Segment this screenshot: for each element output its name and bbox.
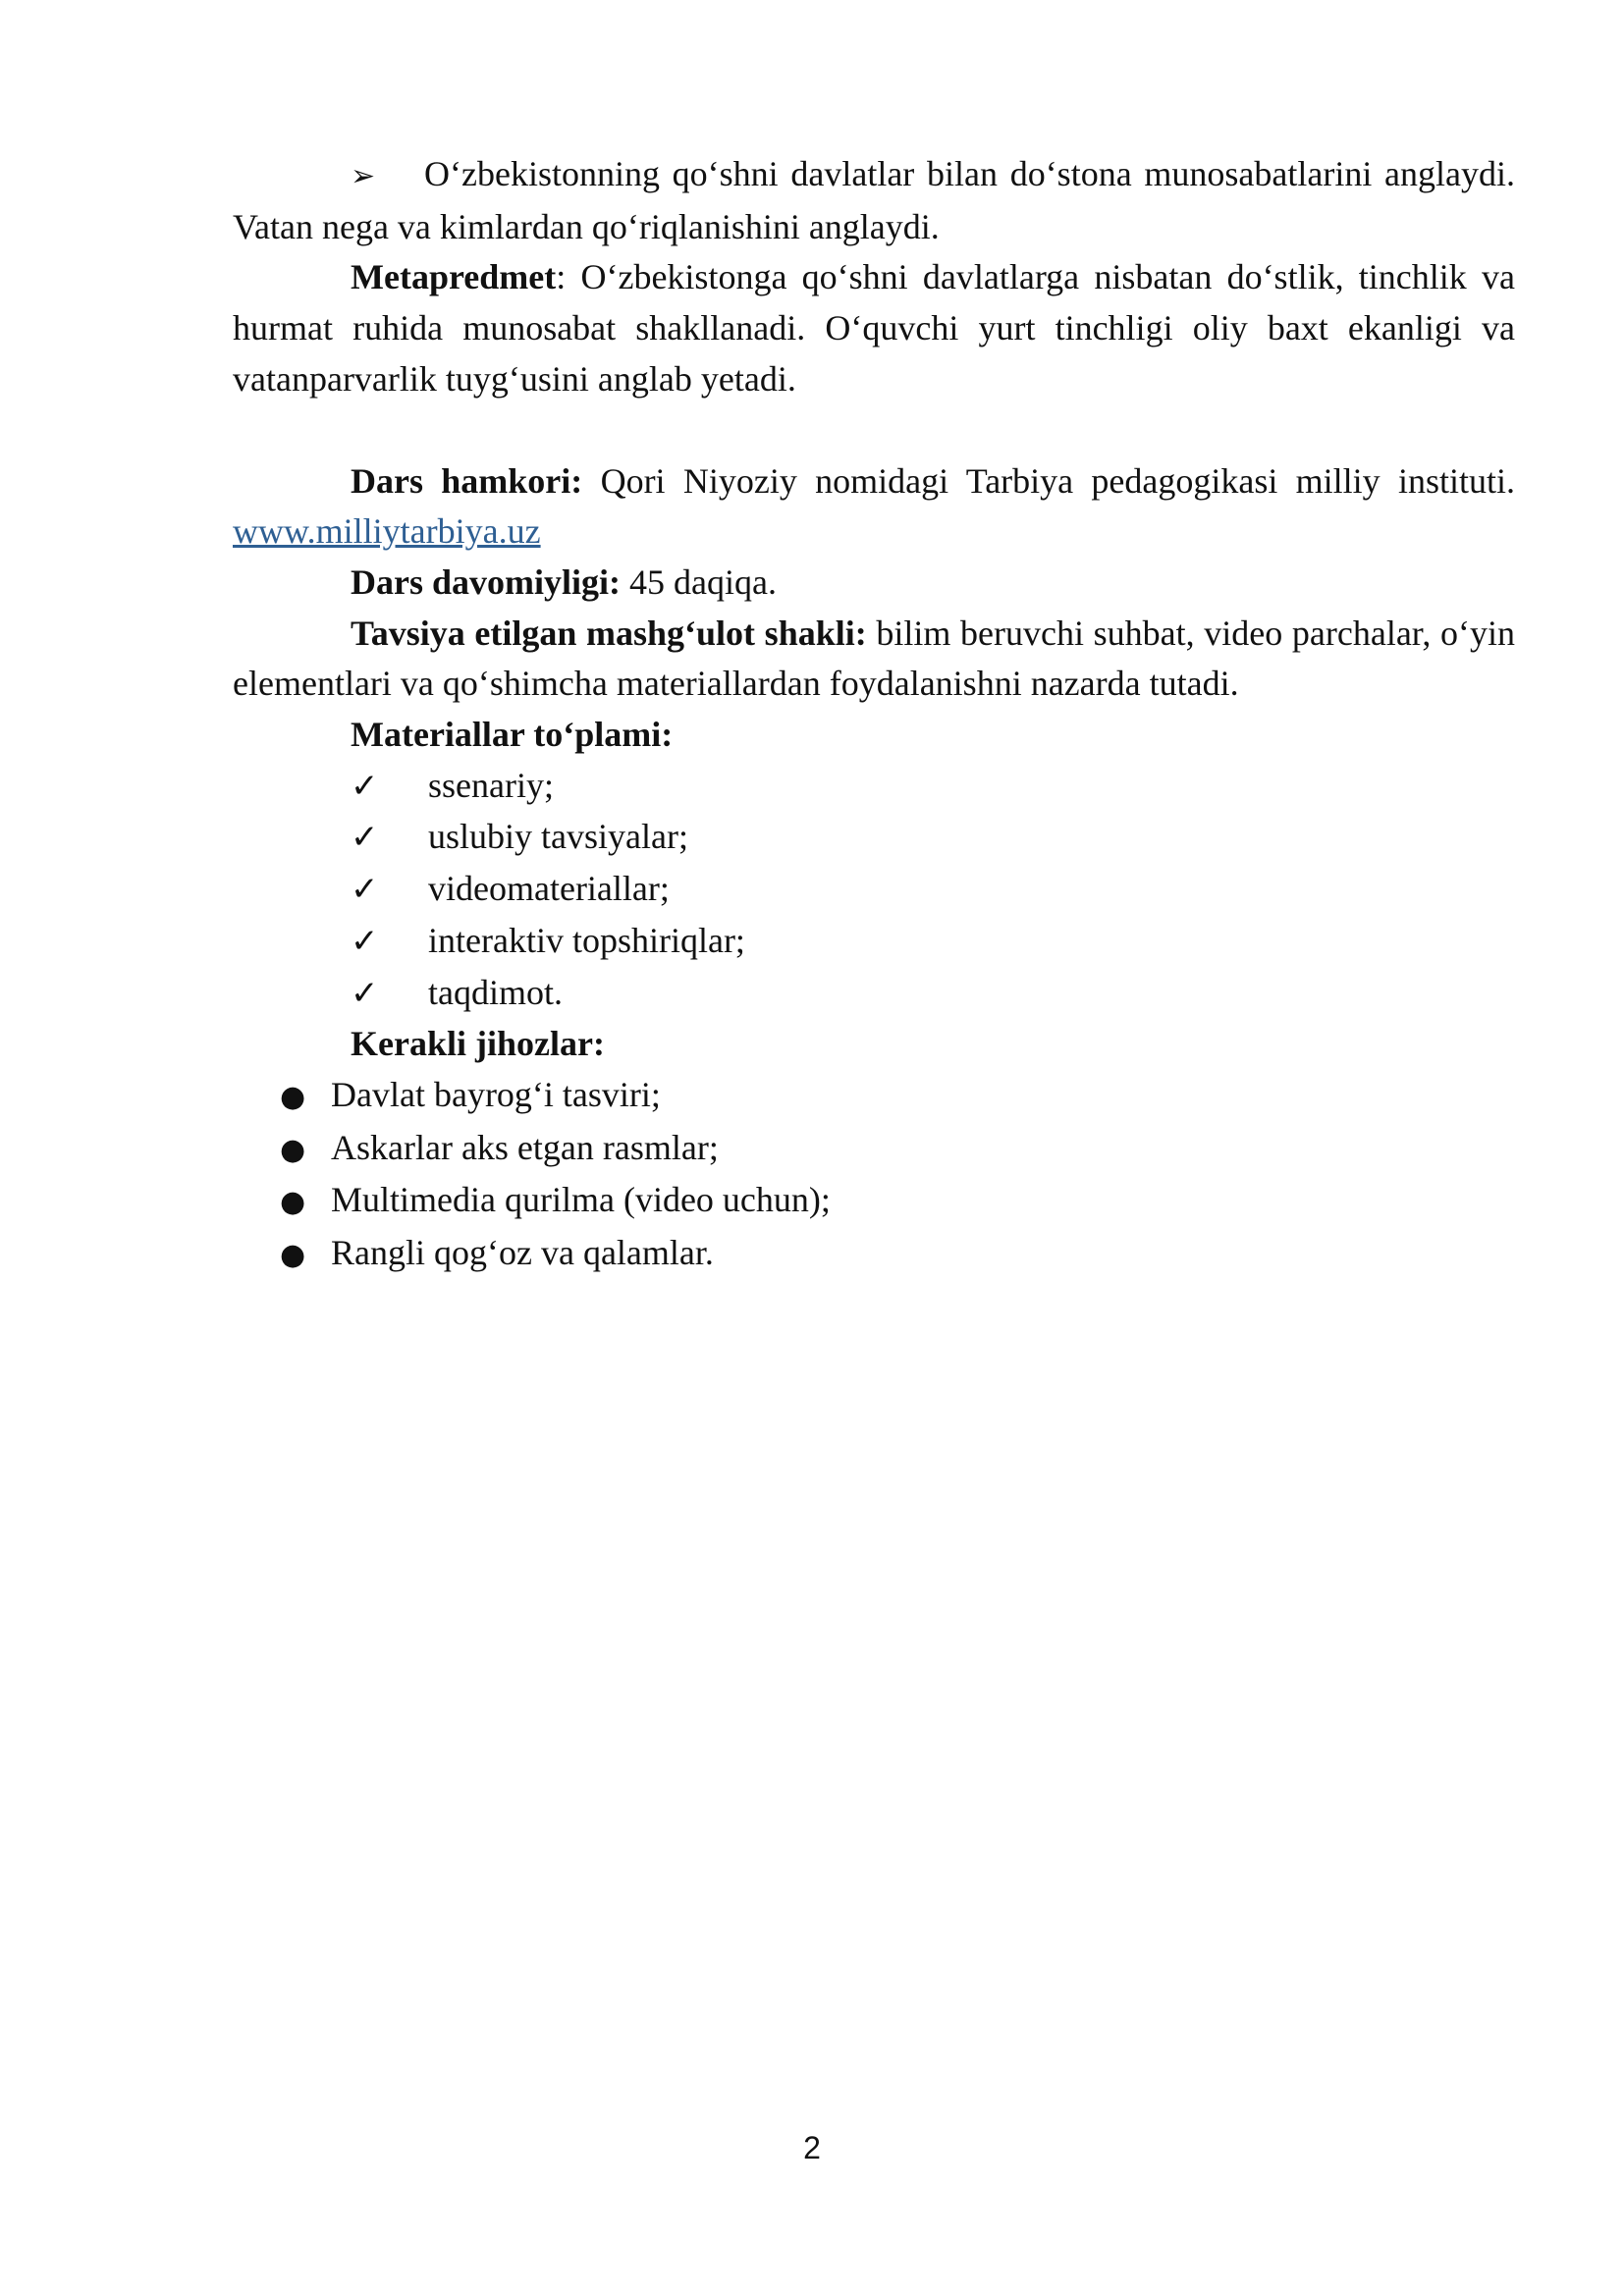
check-icon: ✓ — [351, 973, 379, 1013]
materials-list — [233, 761, 1515, 1020]
intro-bullet-text: O‘zbekistonning qo‘shni davlatlar bilan do‘stona munosabatlarini anglaydi. Vatan nega va kimlardan qo‘riqlanishini anglaydi. — [233, 154, 1515, 246]
duration-paragraph — [233, 558, 1515, 609]
list-item — [280, 1175, 1515, 1228]
list-item-text: videomateriallar; — [428, 869, 670, 909]
list-item — [280, 1123, 1515, 1176]
list-item — [351, 761, 1515, 813]
list-item-text: Askarlar aks etgan rasmlar; — [331, 1127, 719, 1167]
check-icon: ✓ — [351, 818, 379, 858]
form-text: bilim beruvchi suhbat, video parchalar, o‘yin elementlari va qo‘shimcha materiallardan foydalanishni nazarda tutadi. — [233, 613, 1515, 704]
materials-heading: Materiallar to‘plami: — [351, 715, 674, 755]
list-item-text: interaktiv topshiriqlar; — [428, 920, 745, 960]
list-item-text: Multimedia qurilma (video uchun); — [331, 1180, 831, 1220]
list-item — [351, 864, 1515, 916]
partner-text: Qori Niyoziy nomidagi Tarbiya pedagogikasi milliy instituti. — [582, 460, 1515, 501]
partner-label: Dars hamkori: — [351, 460, 583, 501]
duration-text: 45 daqiqa. — [621, 561, 777, 602]
metapredmet-paragraph — [233, 252, 1515, 404]
page-number: 2 — [803, 2130, 821, 2165]
list-item-text: uslubiy tavsiyalar; — [428, 817, 688, 857]
intro-bullet — [233, 149, 1515, 252]
list-item-text: Davlat bayrog‘i tasviri; — [331, 1074, 661, 1114]
list-item — [351, 812, 1515, 864]
list-item-text: Rangli qog‘oz va qalamlar. — [331, 1233, 714, 1273]
page-content — [233, 149, 1515, 1281]
list-item — [351, 968, 1515, 1020]
partner-paragraph — [233, 456, 1515, 558]
bullet-dot-icon: ● — [280, 1185, 306, 1220]
form-label: Tavsiya etilgan mashg‘ulot shakli: — [351, 613, 867, 653]
metapredmet-label: Metapredmet — [351, 257, 557, 297]
list-item — [280, 1070, 1515, 1123]
list-item-text: ssenariy; — [428, 765, 554, 805]
bullet-dot-icon: ● — [280, 1238, 306, 1273]
arrow-bullet-icon: ➢ — [351, 159, 376, 193]
check-icon: ✓ — [351, 870, 379, 910]
spacer — [233, 405, 1515, 456]
list-item — [280, 1228, 1515, 1281]
bullet-dot-icon: ● — [280, 1079, 306, 1114]
form-paragraph — [233, 609, 1515, 710]
partner-link[interactable]: www.milliytarbiya.uz — [233, 511, 541, 552]
metapredmet-text: : O‘zbekistonga qo‘shni davlatlarga nisbatan do‘stlik, tinchlik va hurmat ruhida munosabat shakllanadi. O‘quvchi yurt tinchligi oliy baxt ekanligi va vatanparvarlik tuyg‘usini anglab yetadi. — [233, 257, 1515, 399]
bullet-dot-icon: ● — [280, 1132, 306, 1167]
duration-label: Dars davomiyligi: — [351, 561, 621, 602]
equipment-heading: Kerakli jihozlar: — [351, 1024, 605, 1064]
check-icon: ✓ — [351, 921, 379, 961]
check-icon: ✓ — [351, 766, 379, 806]
list-item-text: taqdimot. — [428, 972, 563, 1012]
list-item — [351, 916, 1515, 968]
equipment-list — [233, 1070, 1515, 1281]
